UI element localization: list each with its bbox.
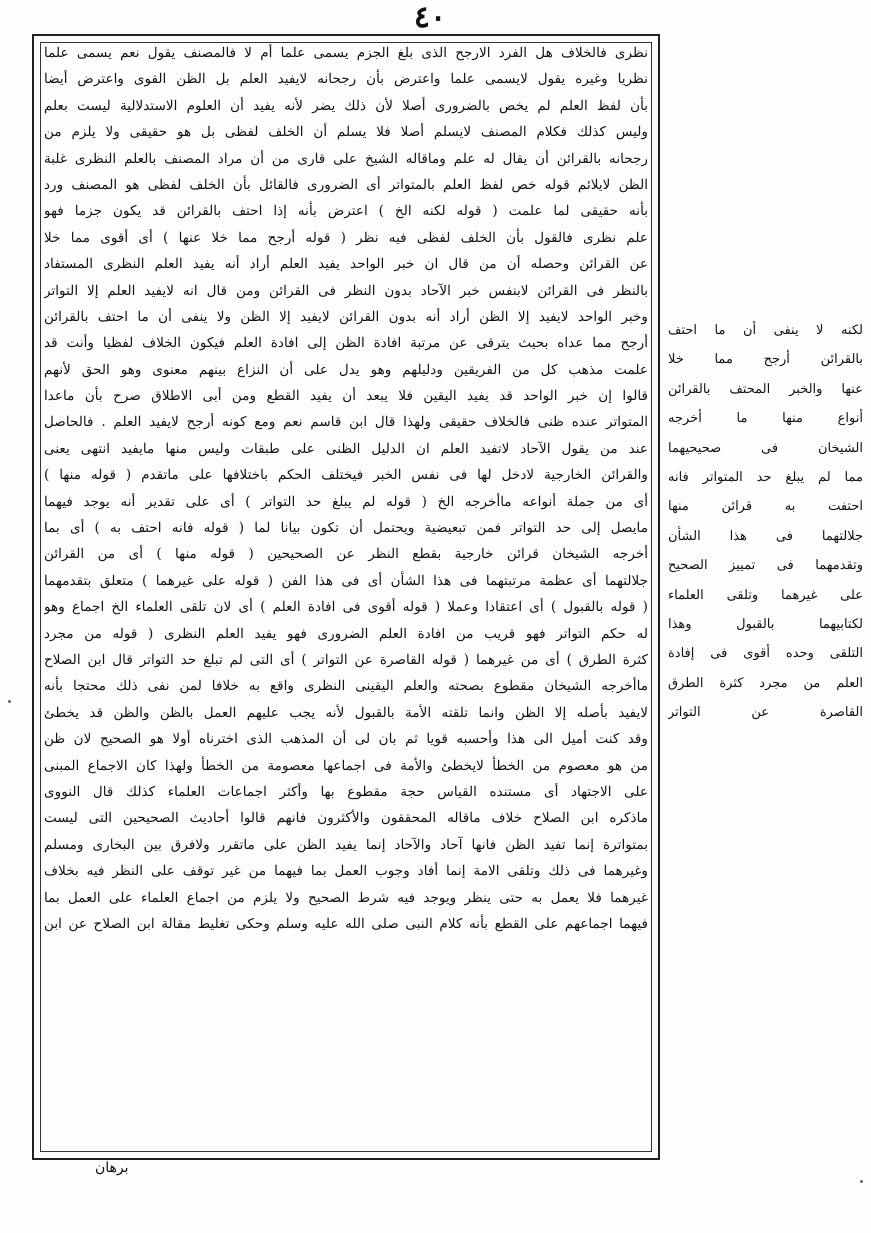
commentary-line: بمتواترة إنما تفيد الظن فانها آحاد والآحاد إنما يفيد الظن على ماتقرر ولافرق بين البخارى ومسلم [44,836,648,853]
commentary-line: له حكم التواتر فهو قريب من افادة العلم الضرورى فهو يفيد العلم النظرى ( قوله من مجرد [44,625,648,642]
margin-note-line: وتقدمهما فى تمييز الصحيح [668,558,863,574]
commentary-line: مايصل إلى حد التواتر فمن تبعيضية ويحتمل أن تكون بيانا لما ( قوله فانه احتف به ) أى بما [44,520,648,537]
commentary-line: الظن لايلائم قوله خص لفظ العلم بالمتواتر أى الضرورى فالقائل بأن الخلف لفظى هو المصنف ورد [44,176,648,193]
commentary-line: أى من جملة أنواعه ماأخرجه الخ ( قوله لم يبلغ حد التواتر ) أى على تقدير أنه يوجد فيهما [44,493,648,510]
commentary-line: رجحانه بالقرائن أن يقال له علم وماقاله الشيخ على قارى من أن مراد المصنف بالعلم النظرى غلبة [44,150,648,167]
margin-note-line: عنها والخبر المحتف بالقرائن [668,381,863,397]
commentary-line: ( قوله بالقبول ) أى اعتقادا وعملا ( قوله أقوى فى افادة العلم ) أى لان تلقى العلماء الخ اجماع وهو [44,599,648,616]
scan-speck [860,1180,863,1183]
commentary-line: ماذكره ابن الصلاح خلاف ماقاله المحققون والأكثرون فانهم قالوا أحاديث الصحيحين التى ليست [44,810,648,827]
commentary-line: نظرى فالخلاف هل الفرد الارجح الذى بلغ الجزم يسمى علما أم لا فالمصنف يقول نعم يسمى علما [44,45,648,61]
margin-note-line: بالقرائن أرجح مما خلا [668,352,863,368]
commentary-line: عن القرائن وحصله أن من قال ان خبر الواحد يفيد العلم أراد أنه يفيد العلم النظرى المستفاد [44,256,648,273]
commentary-line: وقد كنت أميل الى هذا وأحسبه قويا ثم بان لى أن المذهب الذى اخترناه أولا هو الصحيح لان ظن [44,731,648,748]
commentary-line: على الاجتهاد أى مستنده القياس حجة مقطوع بها وأكثر اجماعات العلماء كذلك قال النووى [44,783,648,800]
commentary-line: كثرة الطرق ) أى من غيرهما ( قوله القاصرة عن التواتر ) أى التى لم تبلغ حد التواتر قال ابن الصلاح [44,651,648,668]
commentary-text-block [44,40,648,1150]
commentary-line: وغيرهما فى ذلك وتلقى الامة إنما أفاد وجوب العمل بما فيهما من غير توقف على النظر فيه بخلاف [44,863,648,880]
commentary-line: نظريا وغيره يقول لايسمى علما واعترض بأن رجحانه لايفيد العلم بل الظن القوى واعترض أيضا [44,71,648,88]
commentary-line: بأنه حقيقى لما علمت ( قوله لكنه الخ ) اعترض بأنه إذا احتف بالقرائن قد يكون جزما فهو [44,203,648,220]
margin-note-line: لكتابيهما بالقبول وهذا [668,616,863,632]
commentary-line: غيرهما فلا يعمل به حتى ينظر ويوجد فيه شرط الصحيح ولا يلزم من اجماع العلماء على العمل بما [44,889,648,906]
commentary-line: قالوا إن خبر الواحد قد يفيد اليقين فلا يبعد أن يفيد القطع ومن أبى الاطلاق صرح بأن ماعدا [44,388,648,405]
commentary-line: المتواتر عنده ظنى فالخلاف حقيقى ولهذا قال ابن قاسم نعم ومع كونه أرجح لايفيد العلم . فالحاصل [44,414,648,431]
catchword: برهان [95,1160,129,1176]
commentary-line: ماأخرجه الشيخان مقطوع بصحته والعلم اليقينى النظرى واقع به خلافا لمن نفى ذلك محتجا بأنه [44,678,648,695]
commentary-line: وخبر الواحد لايفيد إلا الظن أراد أنه بدون القرائن لايفيد إلا الظن ولا ينفى أن ما احتف بالقرائن [44,308,648,325]
margin-note-line: العلم من مجرد كثرة الطرق [668,675,863,691]
margin-note-line: الشيخان فى صحيحيهما [668,440,863,456]
commentary-line: عند من يقول الآحاد لاتفيد العلم ان الدليل الظنى على طبقات وليس منها مايفيد انتهى يعنى [44,440,648,457]
commentary-line: أرجح مما عداه بحيث يترقى عن مرتبة افادة الظن إلى افادة العلم فيكون الخلاف لفظيا وأنت قد [44,335,648,352]
margin-note-line: جلالتهما فى هذا الشأن [668,528,863,544]
commentary-line: فيهما اجماعهم على القطع بأنه كلام النبى صلى الله عليه وسلم وحكى تغليط مقالة ابن الصلاح عن ابن [44,915,648,932]
commentary-line: أخرجه الشيخان قرائن خارجية بقطع النظر عن الصحيحين ( قوله منها ) أى من القرائن [44,546,648,563]
margin-note-line: القاصرة عن التواتر [668,705,863,721]
margin-note-line: على غيرهما وتلقى العلماء [668,587,863,603]
scan-speck [8,700,11,703]
commentary-line: بأن لفظ العلم لم يخص بالضرورى أصلا لأن ذلك يضر لأنه يفيد أن العلوم الاستدلالية ليست بعلم [44,97,648,114]
commentary-line: علم نظرى فالقول بأن الخلف لفظى فيه نظر ( قوله أرجح مما خلا عنها ) أى أقوى مما خلا [44,229,648,246]
commentary-line: من هو معصوم من الخطأ لايخطئ والأمة فى اجماعها معصومة من الخطأ ولهذا كان الاجماع المبنى [44,757,648,774]
margin-note-line: مما لم يبلغ حد المتواتر فانه [668,469,863,485]
commentary-line: وليس كذلك فكلام المصنف لايسلم أصلا فلا يسلم أن الخلف لفظى بل هو حقيقى ولا يلزم من [44,124,648,141]
commentary-line: لايفيد بأصله إلا الظن وانما تلقته الأمة بالقبول لأنه يجب عليهم العمل بالظن والظن قد يخطئ [44,704,648,721]
margin-note-line: التلقى وحده أقوى فى إفادة [668,646,863,662]
margin-note-line: لكنه لا ينفى أن ما احتف [668,323,863,338]
margin-note-line: احتفت به قرائن منها [668,499,863,515]
margin-matn-note [668,316,863,727]
commentary-line: بالنظر فى القرائن لابنفس خبر الآحاد بدون النظر فى القرائن ومن قال انه لايفيد العلم إلا التواتر [44,282,648,299]
commentary-line: علمت مذهب كل من الفريقين ودليلهم وهو يدل على أن النزاع بينهم معنوى وهو الحق لأنهم [44,361,648,378]
margin-note-line: أنواع منها ما أخرجه [668,411,863,427]
commentary-line: والقرائن الخارجية لادخل لها فى نفس الخبر فيختلف الحكم باختلافها على ماتقدم ( قوله منها ) [44,467,648,484]
page-number: ٤٠ [413,0,447,35]
commentary-line: جلالتهما أى عظمة مرتبتهما فى هذا الشأن أى فى هذا الفن ( قوله على غيرهما ) متعلق بتقدمهما [44,572,648,589]
